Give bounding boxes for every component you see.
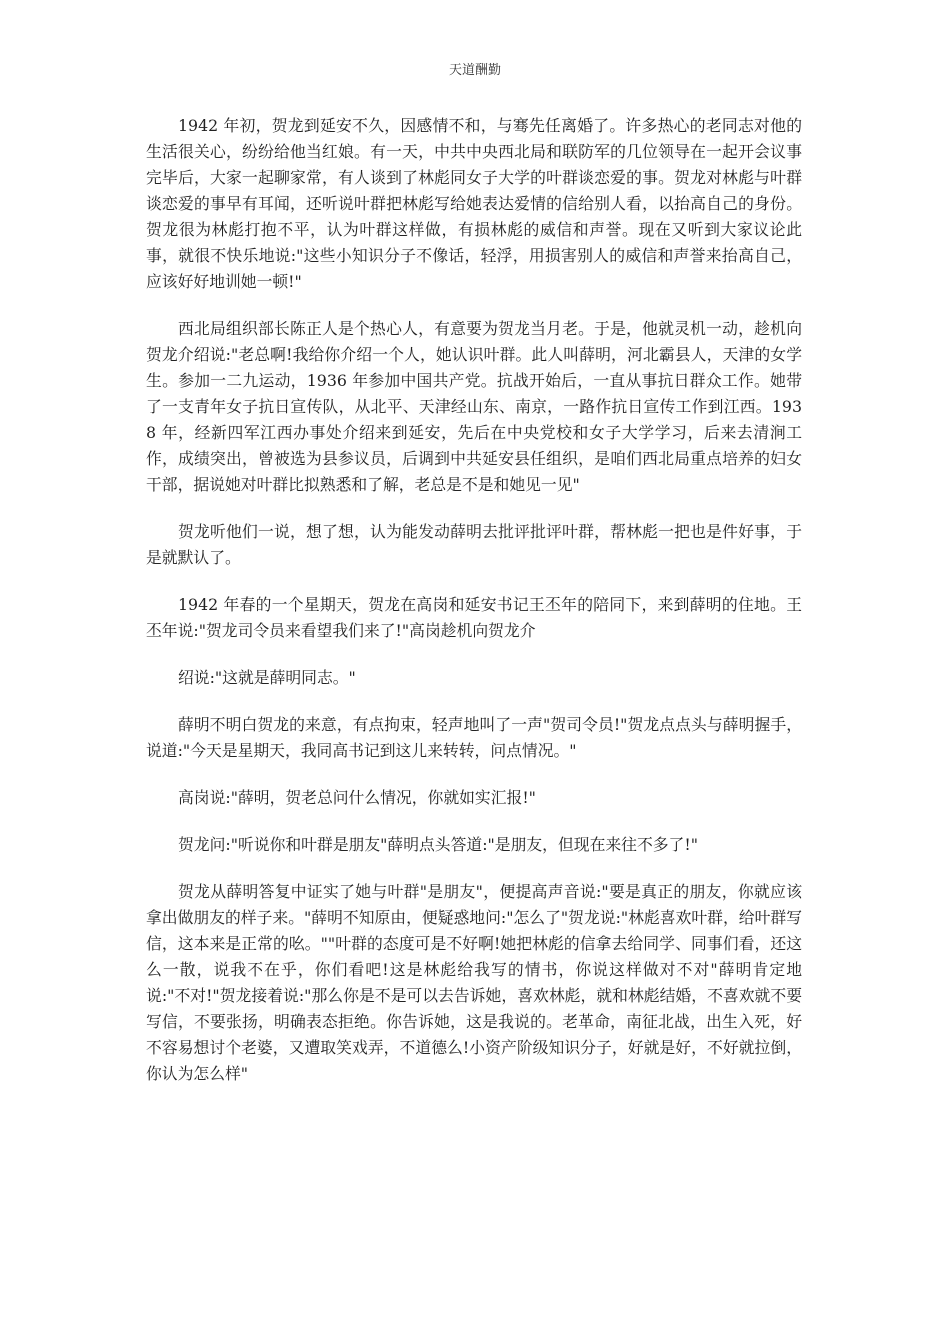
page-header: 天道酬勤	[448, 63, 501, 78]
paragraph-1: 1942 年初，贺龙到延安不久，因感情不和，与骞先任离婚了。许多热心的老同志对他的生活很关心，纷纷给他当红娘。有一天，中共中央西北局和联防军的几位领导在一起开会议事完毕后，大家一起聊家常，有人谈到了林彪同女子大学的叶群谈恋爱的事。贺龙对林彪与叶群谈恋爱的事早有耳闻，还听说叶群把林彪写给她表达爱情的信给别人看，以抬高自己的身份。贺龙很为林彪打抱不平，认为叶群这样做，有损林彪的威信和声誉。现在又听到大家议论此事，就很不快乐地说:"这些小知识分子不像话，轻浮，用损害别人的威信和声誉来抬高自己，应该好好地训她一顿!"	[146, 116, 802, 291]
paragraph-9: 贺龙从薛明答复中证实了她与叶群"是朋友"，便提高声音说:"要是真正的朋友，你就应该拿出做朋友的样子来。"薛明不知原由，便疑惑地问:"怎么了"贺龙说:"林彪喜欢叶群，给叶群写信，这本来是正常的吆。""叶群的态度可是不好啊!她把林彪的信拿去给同学、同事们看，还这么一散，说我不在乎，你们看吧!这是林彪给我写的情书，你说这样做对不对"薛明肯定地说:"不对!"贺龙接着说:"那么你是不是可以去告诉她，喜欢林彪，就和林彪结婚，不喜欢就不要写信，不要张扬，明确表态拒绝。你告诉她，这是我说的。老革命，南征北战，出生入死，好不容易想讨个老婆，又遭取笑戏弄，不道德么!小资产阶级知识分子，好就是好，不好就拉倒，你认为怎么样"	[146, 882, 802, 1083]
paragraph-3: 贺龙听他们一说，想了想，认为能发动薛明去批评批评叶群，帮林彪一把也是件好事，于是就默认了。	[146, 522, 802, 567]
paragraph-2: 西北局组织部长陈正人是个热心人，有意要为贺龙当月老。于是，他就灵机一动，趁机向贺龙介绍说:"老总啊!我给你介绍一个人，她认识叶群。此人叫薛明，河北霸县人，天津的女学生。参加一二九运动，1936 年参加中国共产党。抗战开始后，一直从事抗日群众工作。她带了一支青年女子抗日宣传队，从北平、天津经山东、南京，一路作抗日宣传工作到江西。1938 年，经新四军江西办事处介绍来到延安，先后在中央党校和女子大学学习，后来去清涧工作，成绩突出，曾被选为县参议员，后调到中共延安县任组织，是咱们西北局重点培养的妇女干部，据说她对叶群比拟熟悉和了解，老总是不是和她见一见"	[146, 319, 802, 494]
paragraph-4: 1942 年春的一个星期天，贺龙在高岗和延安书记王丕年的陪同下，来到薛明的住地。王丕年说:"贺龙司令员来看望我们来了!"高岗趁机向贺龙介	[146, 595, 802, 640]
paragraph-6: 薛明不明白贺龙的来意，有点拘束，轻声地叫了一声"贺司令员!"贺龙点点头与薛明握手，说道:"今天是星期天，我同高书记到这儿来转转，问点情况。"	[146, 715, 802, 760]
paragraph-7: 高岗说:"薛明，贺老总问什么情况，你就如实汇报!"	[178, 788, 536, 807]
article-body	[146, 113, 802, 1108]
paragraph-8: 贺龙问:"听说你和叶群是朋友"薛明点头答道:"是朋友，但现在来往不多了!"	[178, 835, 698, 854]
paragraph-5: 绍说:"这就是薛明同志。"	[178, 668, 356, 687]
